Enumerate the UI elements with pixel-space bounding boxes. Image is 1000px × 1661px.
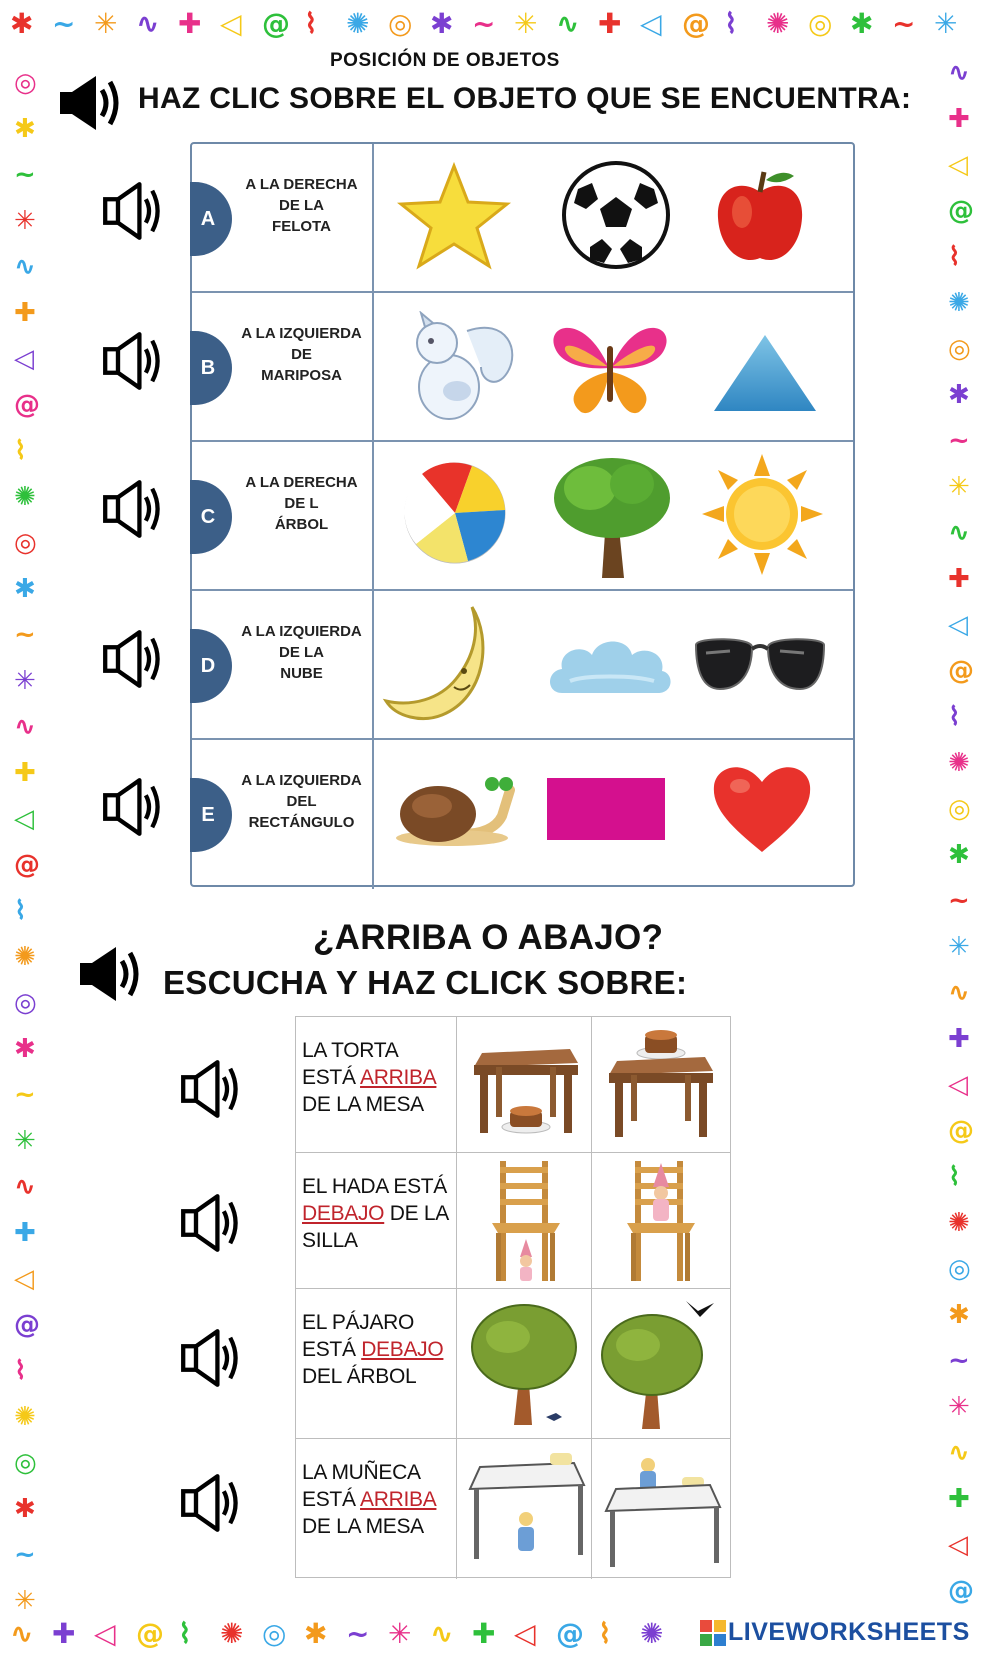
grid2-row-bird: [296, 1289, 730, 1439]
confetti-decoration: ✺: [14, 942, 36, 972]
confetti-decoration: ✱: [14, 1494, 36, 1524]
page-title: POSICIÓN DE OBJETOS: [330, 50, 560, 71]
speaker-icon-question-1[interactable]: [178, 1058, 244, 1120]
keyword: ARRIBA: [360, 1066, 437, 1089]
confetti-decoration: ✱: [14, 114, 36, 144]
confetti-decoration: ⌇: [304, 7, 318, 40]
confetti-decoration: ✳: [14, 1586, 36, 1616]
confetti-decoration: ⌇: [948, 702, 961, 732]
confetti-decoration: ~: [14, 620, 36, 650]
confetti-decoration: ✳: [388, 1617, 412, 1650]
confetti-decoration: ✱: [304, 1617, 328, 1650]
grid-row-c: [192, 442, 853, 591]
row2-prompt: EL HADA ESTÁ DEBAJO DE LA SILLA: [302, 1175, 449, 1252]
confetti-decoration: ✚: [948, 1024, 970, 1054]
confetti-decoration: ✱: [948, 840, 970, 870]
confetti-decoration: ✺: [346, 7, 370, 40]
triangle-option[interactable]: [710, 331, 820, 421]
confetti-decoration: ∿: [948, 518, 970, 548]
confetti-decoration: ◎: [262, 1617, 287, 1650]
confetti-decoration: ✺: [948, 288, 970, 318]
confetti-decoration: ~: [948, 1346, 970, 1376]
confetti-decoration: ⌇: [598, 1617, 612, 1650]
row-prompt: A LA IZQUIERDA DEL RECTÁNGULO: [241, 772, 362, 831]
confetti-decoration: ⌇: [178, 1617, 192, 1650]
confetti-decoration: ~: [14, 1080, 36, 1110]
confetti-decoration: @: [136, 1617, 164, 1650]
confetti-decoration: ◎: [808, 7, 833, 40]
row-letter-badge: E: [190, 778, 232, 852]
row2-prompt: EL PÁJARO ESTÁ DEBAJO DEL ÁRBOL: [302, 1311, 444, 1388]
confetti-decoration: ✱: [14, 1034, 36, 1064]
confetti-decoration: ⌇: [948, 1162, 961, 1192]
confetti-decoration: ✺: [640, 1617, 664, 1650]
confetti-decoration: ◁: [220, 7, 242, 40]
confetti-decoration: @: [14, 850, 40, 880]
brand-label: LIVEWORKSHEETS: [728, 1618, 970, 1646]
confetti-decoration: ✺: [14, 1402, 36, 1432]
confetti-decoration: @: [682, 7, 710, 40]
confetti-decoration: ✺: [948, 1208, 970, 1238]
grid2-row-fairy: [296, 1153, 730, 1289]
keyword: DEBAJO: [302, 1202, 385, 1225]
confetti-decoration: ◎: [14, 988, 37, 1018]
speaker-icon-question-4[interactable]: [178, 1472, 244, 1534]
confetti-decoration: ◎: [14, 68, 37, 98]
confetti-decoration: ~: [948, 886, 970, 916]
speaker-icon-row-5[interactable]: [100, 776, 166, 838]
cake-below-table-option[interactable]: [466, 1017, 586, 1152]
confetti-decoration: ✳: [934, 7, 958, 40]
confetti-decoration: ◎: [948, 794, 971, 824]
row-prompt: A LA DERECHA DE LA FELOTA: [245, 176, 358, 235]
keyword: ARRIBA: [360, 1488, 437, 1511]
butterfly-option[interactable]: [545, 318, 675, 423]
confetti-decoration: ⌇: [724, 7, 738, 40]
confetti-decoration: @: [262, 7, 290, 40]
section1-instruction: HAZ CLIC SOBRE EL OBJETO QUE SE ENCUENTRA:: [138, 82, 912, 115]
confetti-decoration: ✚: [472, 1617, 496, 1650]
confetti-decoration: ∿: [136, 7, 160, 40]
confetti-decoration: ✳: [14, 206, 36, 236]
above-below-grid: [295, 1016, 731, 1578]
confetti-decoration: ✚: [14, 298, 36, 328]
heart-option[interactable]: [710, 760, 814, 860]
confetti-decoration: ⌇: [14, 896, 27, 926]
row-letter-badge: B: [190, 331, 232, 405]
row-letter-badge: A: [190, 182, 232, 256]
row-letter-badge: C: [190, 480, 232, 554]
confetti-decoration: @: [14, 1310, 40, 1340]
confetti-decoration: ⌇: [948, 242, 961, 272]
confetti-decoration: @: [556, 1617, 584, 1650]
grid2-row-doll: [296, 1439, 730, 1579]
grid-row-d: [192, 591, 853, 740]
confetti-decoration: ✳: [948, 932, 970, 962]
section2-title: ¿ARRIBA O ABAJO?: [313, 918, 664, 957]
confetti-decoration: ✱: [430, 7, 454, 40]
confetti-decoration: ◁: [14, 804, 34, 834]
speaker-icon-question-2[interactable]: [178, 1192, 244, 1254]
confetti-decoration: ✳: [948, 1392, 970, 1422]
confetti-decoration: @: [948, 1576, 974, 1606]
apple-option[interactable]: [710, 164, 810, 274]
speaker-icon-row-3[interactable]: [100, 478, 166, 540]
confetti-decoration: ⌇: [14, 436, 27, 466]
bird-above-tree-option[interactable]: [596, 1289, 726, 1438]
confetti-decoration: ◁: [14, 1264, 34, 1294]
bird-below-tree-option[interactable]: [464, 1289, 589, 1438]
fairy-on-chair-option[interactable]: [611, 1153, 711, 1288]
confetti-decoration: ~: [14, 160, 36, 190]
soccer-ball-option[interactable]: [560, 159, 672, 276]
row-letter-badge: D: [190, 629, 232, 703]
confetti-decoration: ✺: [220, 1617, 244, 1650]
doll-below-table-option[interactable]: [460, 1439, 590, 1579]
confetti-decoration: ✺: [14, 482, 36, 512]
confetti-decoration: ∿: [14, 252, 36, 282]
grid-row-a: [192, 144, 853, 293]
confetti-decoration: ✺: [766, 7, 790, 40]
confetti-decoration: ∿: [556, 7, 580, 40]
confetti-decoration: ∿: [948, 978, 970, 1008]
grid2-row-cake: [296, 1017, 730, 1153]
speaker-icon-section2[interactable]: [78, 945, 144, 1003]
confetti-decoration: ◎: [14, 1448, 37, 1478]
sunglasses-option[interactable]: [690, 633, 830, 703]
confetti-decoration: @: [948, 1116, 974, 1146]
confetti-decoration: ✱: [850, 7, 874, 40]
snail-option[interactable]: [392, 770, 517, 855]
speaker-icon-question-3[interactable]: [178, 1327, 244, 1389]
confetti-decoration: ∿: [14, 712, 36, 742]
confetti-decoration: ✚: [14, 1218, 36, 1248]
confetti-decoration: ~: [472, 7, 496, 40]
keyword: DEBAJO: [361, 1338, 444, 1361]
confetti-decoration: ◁: [948, 150, 968, 180]
confetti-decoration: ◎: [948, 1254, 971, 1284]
confetti-decoration: @: [948, 656, 974, 686]
confetti-decoration: ◁: [948, 1530, 968, 1560]
grid-row-b: [192, 293, 853, 442]
star-option[interactable]: [397, 162, 512, 277]
confetti-decoration: ✚: [178, 7, 202, 40]
confetti-decoration: ~: [892, 7, 916, 40]
confetti-decoration: ~: [52, 7, 76, 40]
row-prompt: A LA DERECHA DE L ÁRBOL: [245, 474, 358, 533]
confetti-decoration: ✚: [52, 1617, 76, 1650]
confetti-decoration: ◁: [94, 1617, 116, 1650]
confetti-decoration: ✚: [948, 564, 970, 594]
fairy-below-chair-option[interactable]: [476, 1153, 576, 1288]
confetti-decoration: ✺: [948, 748, 970, 778]
squirrel-option[interactable]: [397, 311, 522, 431]
confetti-decoration: ~: [948, 426, 970, 456]
confetti-decoration: ✚: [598, 7, 622, 40]
confetti-decoration: ◁: [514, 1617, 536, 1650]
speaker-icon-row-2[interactable]: [100, 330, 166, 392]
doll-on-table-option[interactable]: [594, 1439, 728, 1579]
row2-prompt: LA MUÑECA ESTÁ ARRIBA DE LA MESA: [302, 1461, 437, 1538]
confetti-decoration: ✱: [14, 574, 36, 604]
confetti-decoration: ✚: [948, 104, 970, 134]
confetti-decoration: ✱: [948, 380, 970, 410]
confetti-decoration: ∿: [948, 1438, 970, 1468]
confetti-decoration: ◎: [948, 334, 971, 364]
beach-ball-option[interactable]: [402, 460, 508, 571]
liveworksheets-logo-icon: [700, 1620, 726, 1646]
confetti-decoration: ◁: [640, 7, 662, 40]
speaker-icon-row-4[interactable]: [100, 628, 166, 690]
row2-prompt: LA TORTA ESTÁ ARRIBA DE LA MESA: [302, 1039, 437, 1116]
position-grid: [190, 142, 855, 887]
confetti-decoration: ◁: [948, 610, 968, 640]
confetti-decoration: ∿: [430, 1617, 454, 1650]
row-prompt: A LA IZQUIERDA DE LA NUBE: [241, 623, 362, 682]
section2-instruction: ESCUCHA Y HAZ CLICK SOBRE:: [163, 964, 688, 1001]
confetti-decoration: ✳: [514, 7, 538, 40]
confetti-decoration: ✚: [14, 758, 36, 788]
confetti-decoration: ✚: [948, 1484, 970, 1514]
confetti-decoration: ✳: [94, 7, 118, 40]
row-prompt: A LA IZQUIERDA DE MARIPOSA: [241, 325, 362, 384]
confetti-decoration: ◎: [14, 528, 37, 558]
confetti-decoration: ~: [14, 1540, 36, 1570]
confetti-decoration: ◎: [388, 7, 413, 40]
speaker-icon-row-1[interactable]: [100, 180, 166, 242]
confetti-decoration: ✳: [948, 472, 970, 502]
confetti-decoration: ∿: [14, 1172, 36, 1202]
cloud-option[interactable]: [544, 631, 674, 706]
tree-option[interactable]: [550, 450, 675, 585]
confetti-decoration: ~: [346, 1617, 370, 1650]
rectangle-option[interactable]: [547, 778, 665, 845]
sun-option[interactable]: [700, 452, 825, 582]
confetti-decoration: ∿: [948, 58, 970, 88]
confetti-decoration: ⌇: [14, 1356, 27, 1386]
cake-on-table-option[interactable]: [601, 1017, 721, 1152]
confetti-decoration: ✱: [10, 7, 34, 40]
moon-option[interactable]: [382, 599, 507, 734]
confetti-decoration: @: [14, 390, 40, 420]
confetti-decoration: ✳: [14, 666, 36, 696]
confetti-decoration: ✱: [948, 1300, 970, 1330]
confetti-decoration: ◁: [14, 344, 34, 374]
speaker-icon-instructions[interactable]: [58, 74, 124, 132]
confetti-decoration: ◁: [948, 1070, 968, 1100]
confetti-decoration: ✳: [14, 1126, 36, 1156]
confetti-decoration: @: [948, 196, 974, 226]
confetti-decoration: ∿: [10, 1617, 34, 1650]
grid-row-e: [192, 740, 853, 889]
